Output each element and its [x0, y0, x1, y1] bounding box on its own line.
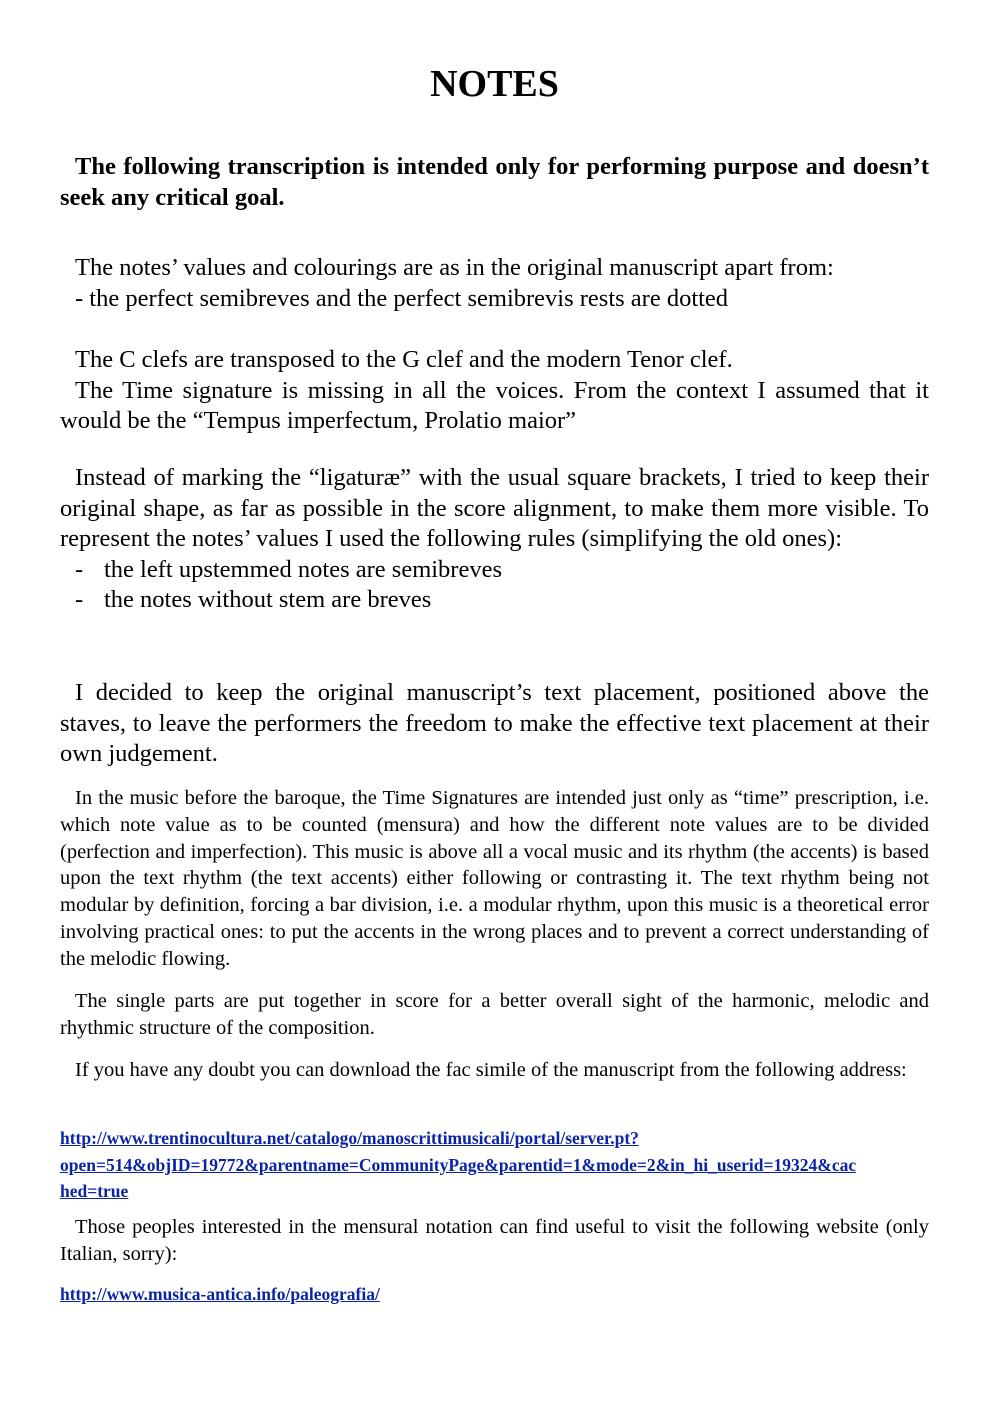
rule-list-item: [60, 585, 929, 616]
manuscript-link-part-1[interactable]: http://www.trentinocultura.net/catalogo/manoscrittimusicali/portal/server.pt?: [60, 1128, 639, 1148]
ligature-paragraph: [60, 463, 929, 616]
placement-paragraph: I decided to keep the original manuscript’s text placement, positioned above the staves, to leave the performers the freedom to make the effective text placement at their own judgement.: [60, 679, 929, 767]
doubt-paragraph: If you have any doubt you can download the fac simile of the manuscript from the following address:: [75, 1059, 907, 1081]
paleografia-link[interactable]: http://www.musica-antica.info/paleografia/: [60, 1284, 380, 1304]
manuscript-link[interactable]: [60, 1125, 929, 1205]
values-line-1: The notes’ values and colourings are as in the original manuscript apart from:: [75, 254, 834, 281]
rule-list-item: [60, 555, 929, 586]
intro-paragraph: The following transcription is intended only for performing purpose and doesn’t seek any critical goal.: [60, 153, 929, 211]
values-line-2: - the perfect semibreves and the perfect semibrevis rests are dotted: [75, 284, 729, 312]
clefs-paragraph: [60, 345, 929, 437]
score-paragraph: The single parts are put together in score for a better overall sight of the harmonic, melodic and rhythmic structure of the composition.: [60, 990, 929, 1039]
clefs-line-1: The C clefs are transposed to the G clef and the modern Tenor clef.: [75, 346, 733, 373]
mensural-paragraph: Those peoples interested in the mensural notation can find useful to visit the following website (only Italian, sorry):: [60, 1216, 929, 1265]
page-title: NOTES: [430, 63, 559, 105]
list-dash: -: [75, 555, 84, 583]
ligature-text: Instead of marking the “ligaturæ” with the usual square brackets, I tried to keep their original shape, as far as possible in the score alignment, to make them more visible. To represent the notes’ values I used the following rules (simplifying the old ones):: [60, 464, 929, 552]
baroque-paragraph: In the music before the baroque, the Time Signatures are intended just only as “time” prescription, i.e. which note value as to be counted (mensura) and how the different note values are to be divided (perfection and imperfection). This music is above all a vocal music and its rhythm (the accents) is based upon the text rhythm (the text accents) either following or contrasting it. The text rhythm being not modular by definition, forcing a bar division, i.e. a modular rhythm, upon this music is a theoretical error involving practical ones: to put the accents in the wrong places and to prevent a correct understanding of the melodic flowing.: [60, 787, 929, 970]
manuscript-link-part-2[interactable]: open=514&objID=19772&parentname=CommunityPage&parentid=1&mode=2&in_hi_userid=19324&cac: [60, 1154, 857, 1175]
rule-text: the notes without stem are breves: [104, 586, 432, 613]
list-dash: -: [75, 586, 84, 613]
rule-text: the left upstemmed notes are semibreves: [104, 555, 502, 583]
manuscript-link-part-3[interactable]: hed=true: [60, 1181, 129, 1201]
clefs-line-2: The Time signature is missing in all the voices. From the context I assumed that it would be the “Tempus imperfectum, Prolatio maior”: [60, 376, 929, 434]
values-paragraph: [60, 253, 929, 314]
